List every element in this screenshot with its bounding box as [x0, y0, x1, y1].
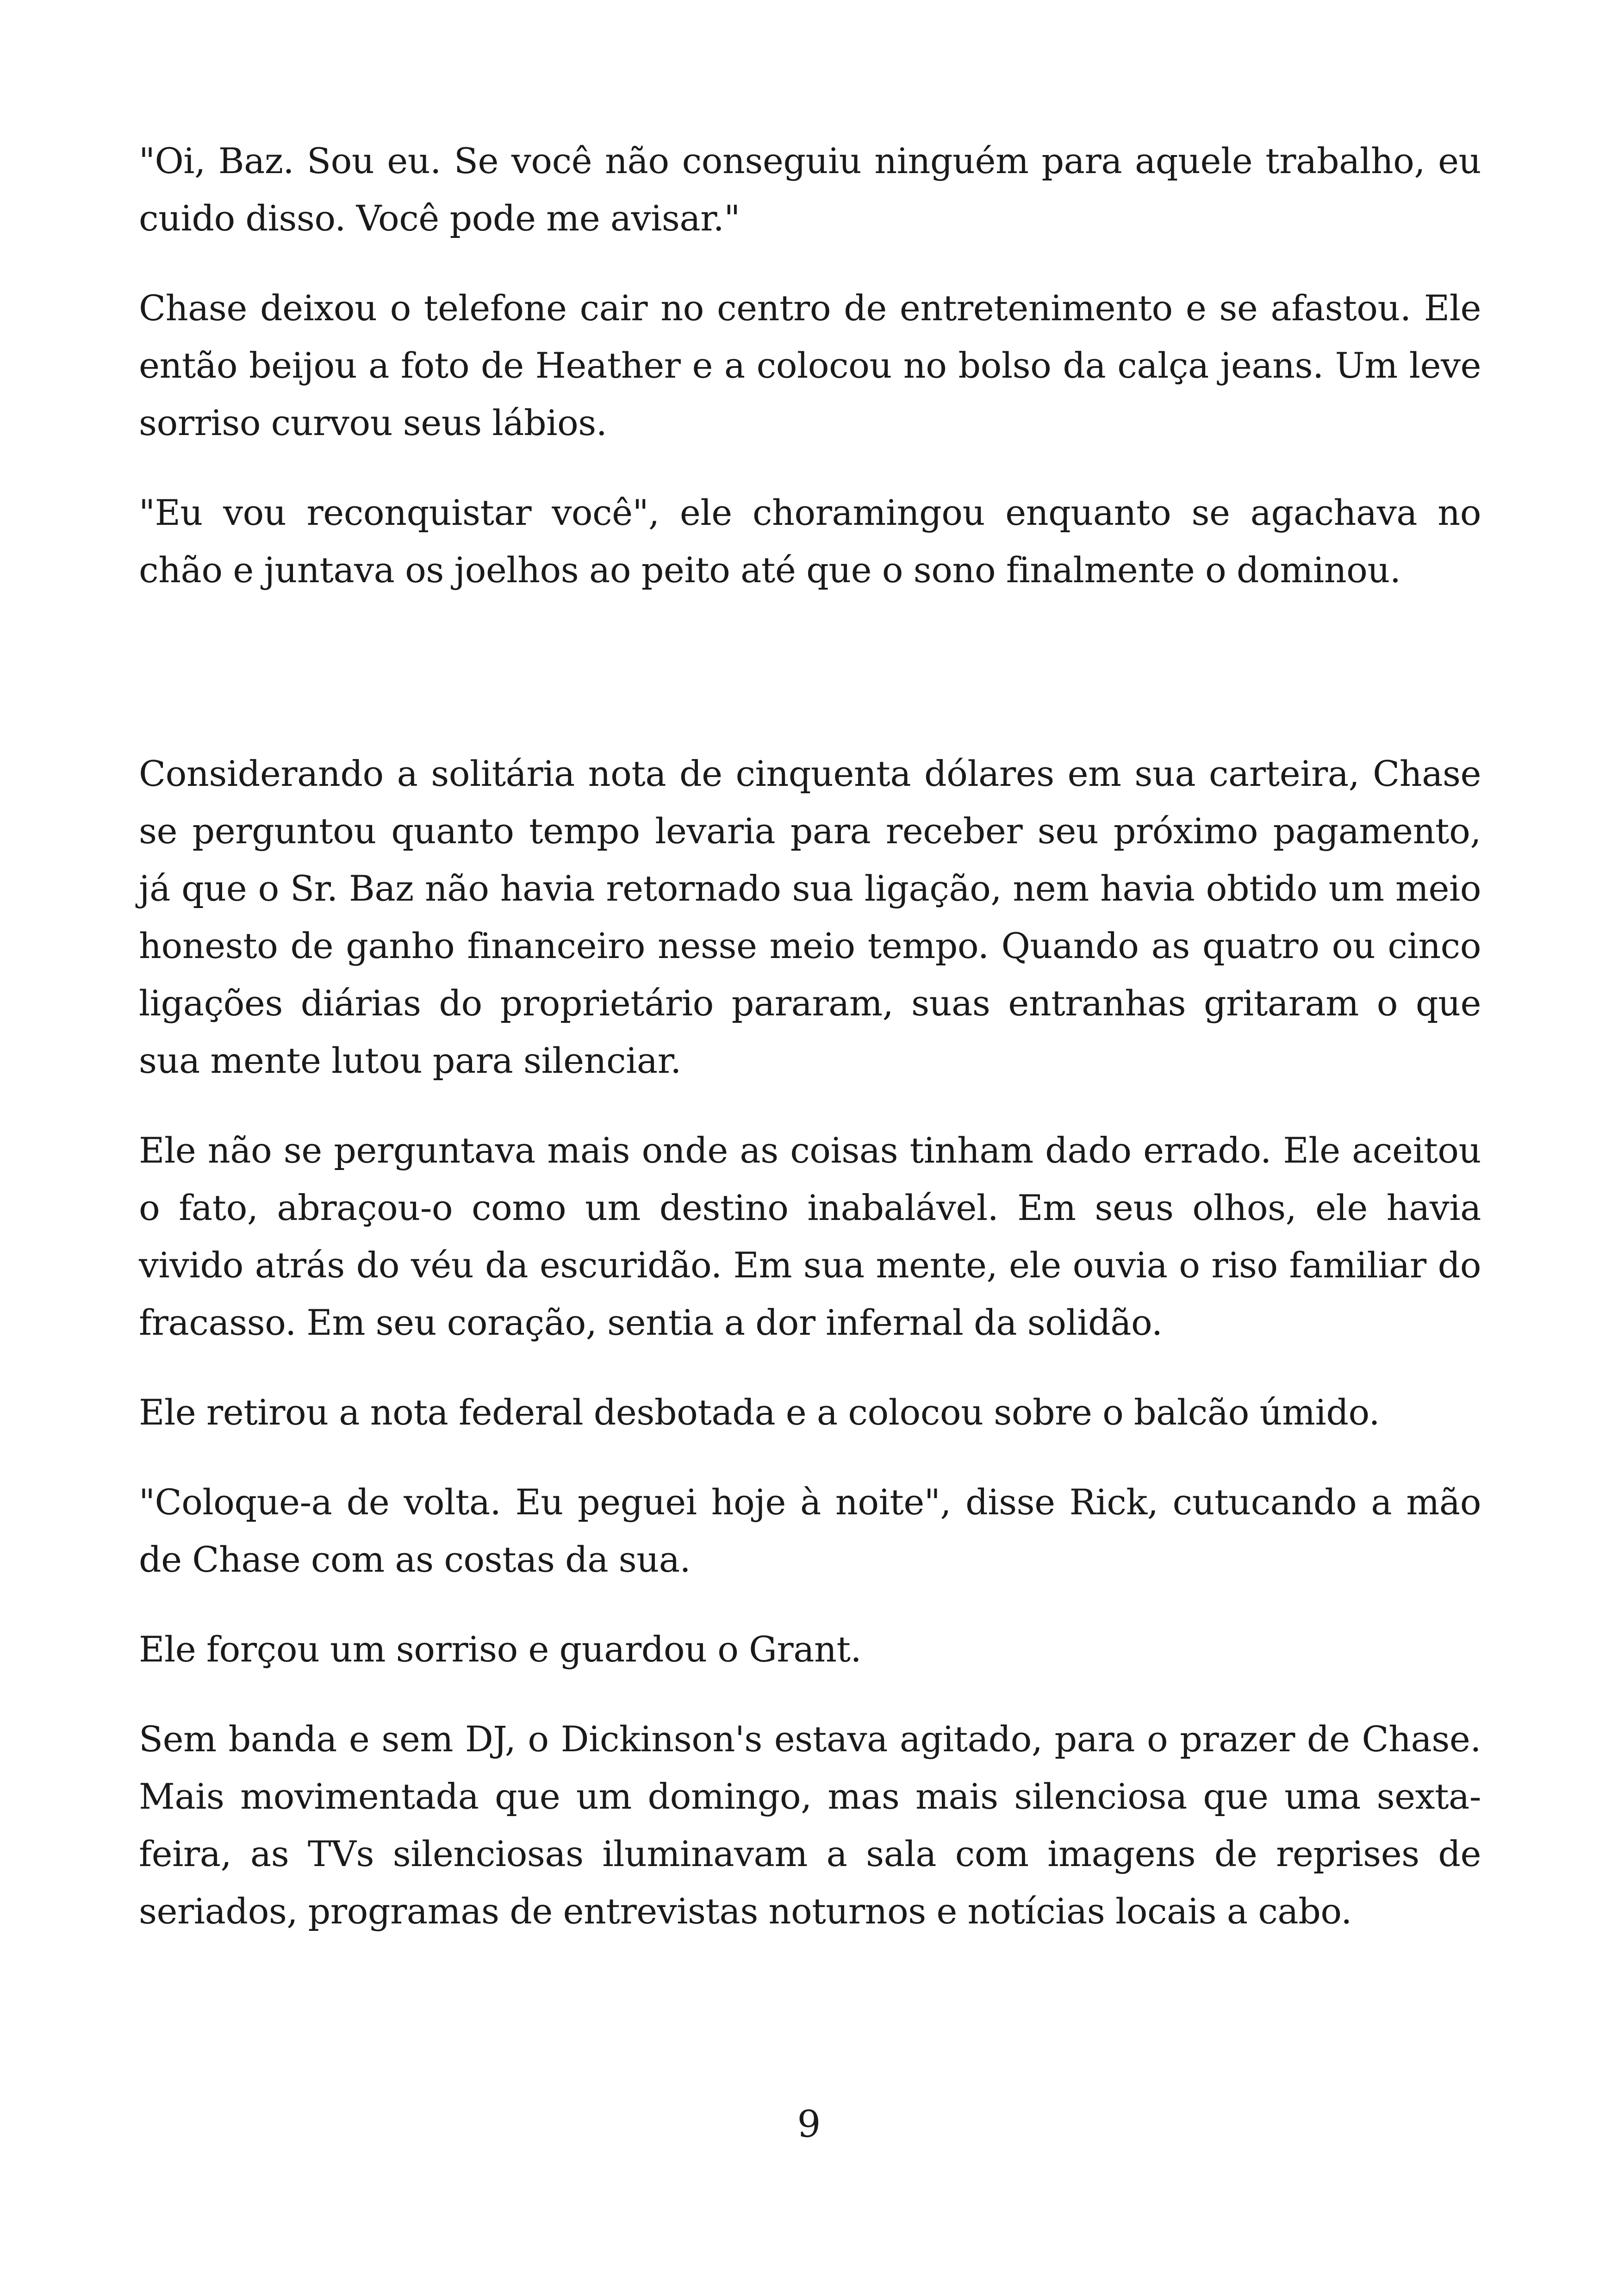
paragraph: "Coloque-a de volta. Eu peguei hoje à noite", disse Rick, cutucando a mão de Chase com as costas da sua. — [139, 1481, 1481, 1580]
paragraph: Ele retirou a nota federal desbotada e a colocou sobre o balcão úmido. — [139, 1392, 1380, 1433]
section-before-break — [139, 132, 1481, 599]
paragraph: Ele não se perguntava mais onde as coisas tinham dado errado. Ele aceitou o fato, abraçou-o como um destino inabalável. Em seus olhos, ele havia vivido atrás do véu da escuridão. Em sua mente, ele ouvia o riso familiar do fracasso. Em seu coração, sentia a dor infernal da solidão. — [139, 1130, 1481, 1343]
page-number: 9 — [797, 2103, 821, 2146]
paragraph: Sem banda e sem DJ, o Dickinson's estava agitado, para o prazer de Chase. Mais movimentada que um domingo, mas mais silenciosa que uma sexta-feira, as TVs silenciosas iluminavam a sala com imagens de reprises de seriados, programas de entrevistas noturnos e notícias locais a cabo. — [139, 1718, 1481, 1932]
paragraph: Considerando a solitária nota de cinquenta dólares em sua carteira, Chase se perguntou quanto tempo levaria para receber seu próximo pagamento, já que o Sr. Baz não havia retornado sua ligação, nem havia obtido um meio honesto de ganho financeiro nesse meio tempo. Quando as quatro ou cinco ligações diárias do proprietário pararam, suas entranhas gritaram o que sua mente lutou para silenciar. — [139, 753, 1481, 1081]
paragraph: "Eu vou reconquistar você", ele choramingou enquanto se agachava no chão e juntava os joelhos ao peito até que o sono finalmente o dominou. — [139, 492, 1481, 591]
paragraph: Chase deixou o telefone cair no centro de entretenimento e se afastou. Ele então beijou a foto de Heather e a colocou no bolso da calça jeans. Um leve sorriso curvou seus lábios. — [139, 287, 1481, 443]
paragraph: "Oi, Baz. Sou eu. Se você não conseguiu ninguém para aquele trabalho, eu cuido disso. Você pode me avisar." — [139, 140, 1481, 239]
section-after-break — [139, 745, 1481, 1972]
paragraph: Ele forçou um sorriso e guardou o Grant. — [139, 1629, 862, 1670]
